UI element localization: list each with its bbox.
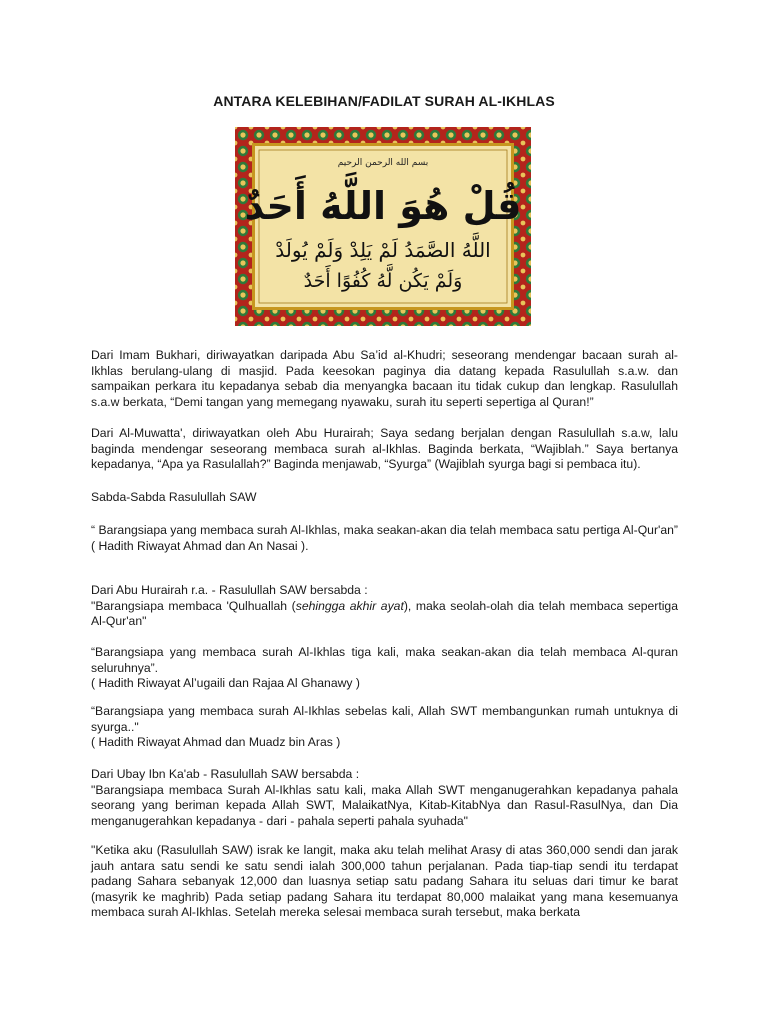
hadith-4-text: “Barangsiapa yang membaca surah Al-Ikhlas sebelas kali, Allah SWT membangunkan rumah untuknya di syurga.." [91, 704, 678, 734]
hadith-2-part-a: "Barangsiapa membaca 'Qulhuallah ( [91, 598, 296, 613]
calligraphy-image [235, 127, 531, 326]
document-title: ANTARA KELEBIHAN/FADILAT SURAH AL-IKHLAS [213, 93, 555, 109]
hadith-1-text: “ Barangsiapa yang membaca surah Al-Ikhlas, maka seakan-akan dia telah membaca satu pertiga Al-Qur'an” [91, 523, 678, 537]
calligraphy-line-3: وَلَمْ يَكُن لَّهُ كُفُوًا أَحَدٌ [303, 270, 463, 292]
hadith-block-3 [91, 645, 678, 692]
hadith-block-5 [91, 767, 678, 829]
paragraph-muwatta: Dari Al-Muwatta', diriwayatkan oleh Abu Hurairah; Saya sedang berjalan dengan Rasulullah s.a.w, lalu baginda mendengar seseorang membaca surah al-Ikhlas. Baginda berkata, “Wajiblah.” Saya bertanya kepadanya, “Apa ya Rasulallah?” Baginda menjawab, “Syurga” (Wajiblah syurga bagi si pembaca itu). [91, 426, 678, 471]
bismillah-text: بسم الله الرحمن الرحيم [337, 158, 429, 168]
hadith-5-text: "Barangsiapa membaca Surah Al-Ikhlas satu kali, maka Allah SWT menganugerahkan kepadanya pahala seorang yang beriman kepada Allah SWT, MalaikatNya, Kitab-KitabNya dan Rasul-RasulNya, dan Dia menganugerahkan kepadanya - dari - pahala seperti pahala syuhada" [91, 782, 678, 828]
hadith-block-4 [91, 704, 678, 751]
calligraphy-line-2: اللَّهُ الصَّمَدُ لَمْ يَلِدْ وَلَمْ يُولَدْ [275, 238, 491, 262]
section-heading: Sabda-Sabda Rasulullah SAW [91, 490, 257, 504]
hadith-block-2 [91, 583, 678, 630]
hadith-2-emphasis: sehingga akhir ayat [295, 598, 404, 613]
hadith-5-intro: Dari Ubay Ibn Ka'ab - Rasulullah SAW bersabda : [91, 767, 360, 781]
hadith-2-intro: Dari Abu Hurairah r.a. - Rasulullah SAW bersabda : [91, 583, 368, 597]
paragraph-bukhari: Dari Imam Bukhari, diriwayatkan daripada Abu Sa’id al-Khudri; seseorang mendengar bacaan surah al-Ikhlas berulang-ulang di masjid. Pada keesokan paginya dia datang kepada Rasulullah s.a.w. dan sampaikan perkara itu kepadanya sebab dia menyangka bacaan itu tidak cukup dan lengkap. Rasulullah s.a.w berkata, “Demi tangan yang memegang nyawaku, surah itu seperti sepertiga al Quran!” [91, 348, 678, 409]
paragraph-israk: "Ketika aku (Rasulullah SAW) israk ke langit, maka aku telah melihat Arasy di atas 360,000 sendi dan jarak jauh antara satu sendi ke satu sendi ialah 300,000 tahun perjalanan. Pada tiap-tiap sendi itu terdapat padang Sahara sebanyak 12,000 dan luasnya setiap satu padang Sahara itu seluas dari timur ke barat (masyrik ke maghrib) Pada setiap padang Sahara itu terdapat 80,000 malaikat yang mana kesemuanya membaca surah Al-Ikhlas. Setelah mereka selesai membaca surah tersebut, maka berkata [91, 843, 678, 919]
calligraphy-line-1: قُلْ هُوَ اللَّهُ أَحَدٌ [244, 184, 522, 228]
hadith-block-1 [91, 523, 678, 554]
hadith-3-text: “Barangsiapa yang membaca surah Al-Ikhlas tiga kali, maka seakan-akan dia telah membaca Al-quran seluruhnya”. [91, 645, 678, 675]
hadith-2-text [91, 599, 678, 630]
hadith-2-part-b: ), maka seolah-olah dia telah membaca sepertiga Al-Qur'an" [91, 598, 678, 628]
hadith-1-source: ( Hadith Riwayat Ahmad dan An Nasai ). [91, 538, 309, 553]
hadith-3-source: ( Hadith Riwayat Al’ugaili dan Rajaa Al Ghanawy ) [91, 676, 360, 690]
hadith-4-source: ( Hadith Riwayat Ahmad dan Muadz bin Aras ) [91, 735, 341, 749]
